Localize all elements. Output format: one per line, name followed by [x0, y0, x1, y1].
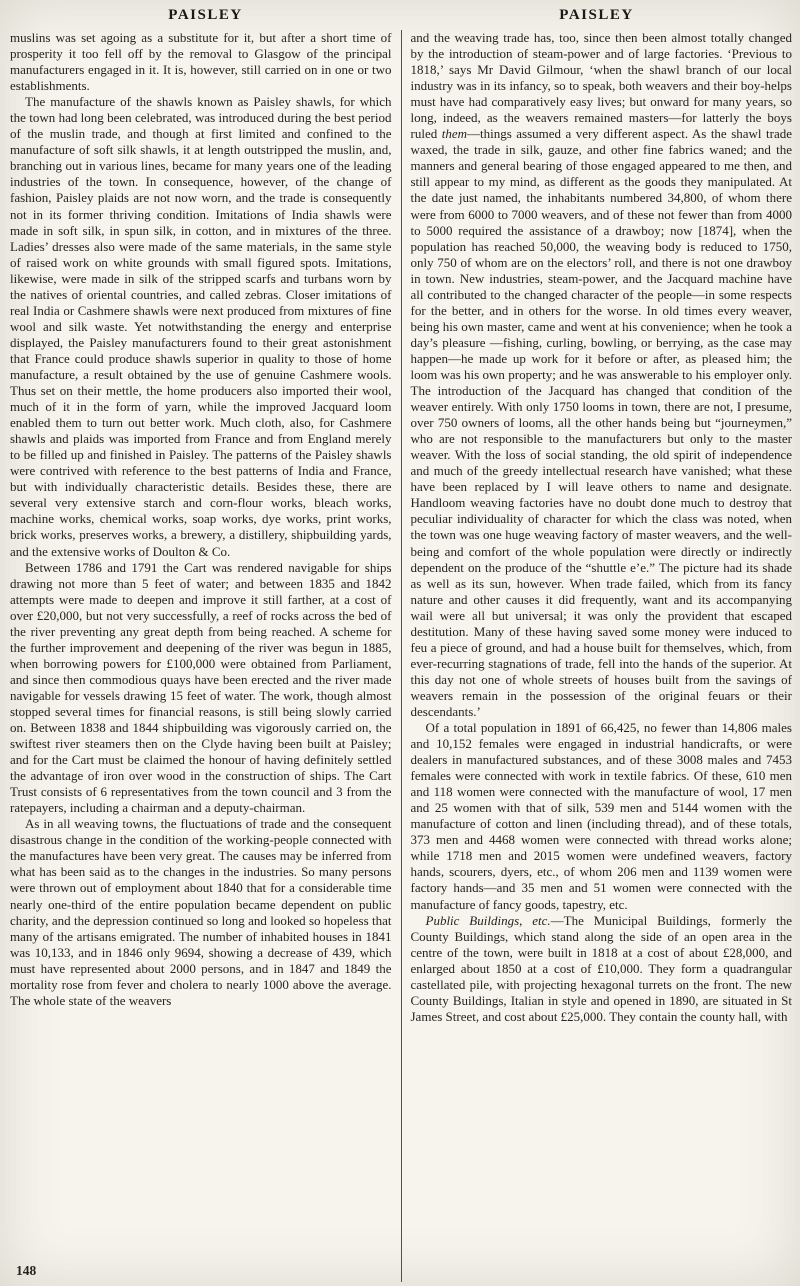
- body-text: The manufacture of the shawls known as Paisley shawls, for which the town had long been celebrated, was introduced during the best period of the muslin trade, and though at first limited and confined to the manufacture of soft silk shawls, it at length outstripped the muslin, and, branching out in various lines, became for many years one of the leading industries of the town. In consequence, however, of the change of fashion, Paisley plaids are not now worn, and the trade is consequently not in its former thriving condition. Imitations of India shawls were made in soft silk, in spun silk, in cotton, and in mixtures of the three. Ladies’ dresses also were made of the same materials, in the same style of raised work on white grounds with small figured spots. Imitations, likewise, were made in silk of the stripped scarfs and turbans worn by the natives of oriental countries, and called zebras. Closer imitations of real India or Cashmere shawls were next produced from mixtures of fine wool and silk waste. Yet notwithstanding the energy and enterprise displayed, the Paisley manufacturers found to their great astonishment that France could produce shawls superior in quality to those of home manufacture, a result obtained by the use of genuine Cashmere wools. Thus set on their mettle, the home producers also imported their wool, much of it in the form of yarn, while the improved Jacquard loom enabled them to turn out better work. Much cloth, also, for Cashmere shawls and plaids was imported from France and from England merely to be filled up and finished in Paisley. The patterns of the Paisley shawls were contrived with reference to the best patterns of India and France, but with individually characteristic details. Besides these, there are several very extensive starch and corn-flour works, bleach works, machine works, chemical works, soap works, dye works, print works, brick works, preserves works, a brewery, a distillery, shipbuilding yards, and the extensive works of Doulton & Co.: [10, 94, 392, 559]
- paragraph: [411, 720, 793, 913]
- paragraph: [411, 913, 793, 1025]
- body-text: —The Municipal Buildings, formerly the County Buildings, which stand along the side of an open area in the centre of the town, were built in 1818 at a cost of about £28,000, and enlarged about 1850 at a cost of £10,000. They form a quadrangular castellated pile, with projecting hexagonal turrets on the front. The new County Buildings, Italian in style and opened in 1890, are situated in St James Street, and cost about £25,000. They contain the county hall, with: [410, 912, 792, 1024]
- paragraph: [10, 94, 392, 559]
- body-text: muslins was set agoing as a substitute for it, but after a short time of prosperity it too fell off by the removal to Glasgow of the principal manufacturers engaged in it. It is, however, still carried on in one or two establishments.: [10, 30, 392, 94]
- paragraph: [10, 816, 392, 1009]
- page-number: 148: [16, 1263, 37, 1278]
- paragraph: [10, 30, 392, 94]
- right-column: [401, 30, 793, 1282]
- running-header-left: PAISLEY: [168, 7, 243, 23]
- body-text: —things assumed a very different aspect. As the shawl trade waxed, the trade in silk, gauze, and other fine fabrics waned; and the manners and general bearing of those engaged appeared to me then, and still appear to my mind, as different as the goods they manipulated. At the date just named, the inhabitants numbered 34,800, of whom there were from 6000 to 7000 weavers, and of these not fewer than from 4000 to 5000 required the assistance of a drawboy; now [1874], when the population has reached 50,000, the weaving body is reduced to 1750, only 750 of whom are on the electors’ roll, and there is not one drawboy in town. New industries, steam-power, and the Jacquard machine have all contributed to the changed character of the people—in some respects for the better, and in others for the worse. In old times every weaver, being his own master, came and went at his convenience; when he took a day’s pleasure —fishing, curling, bowling, or berrying, as the case may happen—he made up work for it before or after, as pleased him; the loom was his own property; and he was answerable to his employer only. The introduction of the Jacquard has changed that condition of the weaver entirely. With only 1750 looms in town, there are not, I presume, over 750 owners of looms, all the other hands being but “journeymen,” who are not responsible to the manufacturers but only to the master weaver. With the loss of social standing, the old spirit of independence and much of the greedy intellectual research have vanished; what these have been replaced by I will leave others to name and designate. Handloom weaving factories have no doubt done much to destroy that peculiar individuality of character for which the class was noted, when the town was one huge weaving factory of master weavers, and the well-being and comfort of the whole population were directly or indirectly dependent on the produce of the “shuttle e’e.” The picture had its shade as well as its sun, however. When trade failed, which from its fancy nature and other causes it did frequently, want and its accompanying wail were all but universal; it was only the provident that escaped destitution. Many of these having saved some money were induced to feu a piece of ground, and had a house built for themselves, which, from ever-recurring stagnations of trade, fell into the hands of the superior. At this day not one of whole streets of houses built from the savings of weavers remain in the possession of the original feuars or their descendants.’: [410, 126, 792, 719]
- body-text: Of a total population in 1891 of 66,425, no fewer than 14,806 males and 10,152 females were engaged in industrial handicrafts, or were dealers in manufactured substances, and of these 3008 males and 7453 females were connected with work in textile fabrics. Of these, 610 men and 118 women were connected with the manufacture of wool, 17 men and 25 women with that of silk, 539 men and 5144 women with the manufacture of cotton and linen (including thread), and of these totals, 373 men and 4468 women were connected with thread works alone; while 1718 men and 2015 women were undefined weavers, factory hands, scourers, dyers, etc., of whom 206 men and 1139 women were factory hands—and 35 men and 51 women were connected with the manufacture of fancy goods, tapestry, etc.: [410, 720, 792, 912]
- left-column: [10, 30, 401, 1282]
- italic-text: Public Buildings, etc.: [425, 912, 551, 928]
- text-columns: [10, 30, 792, 1282]
- body-text: As in all weaving towns, the fluctuations of trade and the consequent disastrous change in the condition of the working-people connected with the manufactures have been very great. The causes may be inferred from what has been said as to the changes in the industries. So many persons were thrown out of employment about 1840 that for a considerable time nearly one-third of the entire population became dependent on public charity, and the depression continued so long and looked so hopeless that many of the artisans emigrated. The number of inhabited houses in 1841 was 10,133, and in 1846 only 9694, showing a decrease of 439, which must have represented about 2000 persons, and in 1847 and 1849 the mortality rose from fever and cholera to nearly 1000 above the average. The whole state of the weavers: [10, 816, 392, 1008]
- italic-text: them: [441, 126, 467, 142]
- paragraph: [10, 560, 392, 817]
- body-text: and the weaving trade has, too, since then been almost totally changed by the introduction of steam-power and of large factories. ‘Previous to 1818,’ says Mr David Gilmour, ‘when the shawl branch of our local industry was in its infancy, so to speak, both weavers and their boy-helps must have had comparatively easy lives; but onward for many years, so long, indeed, as the weavers remained masters—for latterly the boys ruled: [410, 30, 792, 142]
- running-header-right: PAISLEY: [559, 7, 634, 23]
- running-header: [10, 7, 792, 24]
- paragraph: [411, 30, 793, 720]
- body-text: Between 1786 and 1791 the Cart was rendered navigable for ships drawing not more than 5 feet of water; and between 1835 and 1842 attempts were made to deepen and improve it still farther, at a cost of over £20,000, but not very successfully, a reef of rocks across the bed of the river preventing any great depth from being reached. A scheme for the further improvement and deepening of the river was begun in 1885, when borrowing powers for £100,000 were obtained from Parliament, and since then commodious quays have been erected and the river made navigable for vessels drawing 15 feet of water. The work, though almost stopped several times for financial reasons, is still being slowly carried on. Between 1838 and 1844 shipbuilding was vigorously carried on, the swiftest river steamers then on the Clyde having been built at Paisley; and for the Cart must be claimed the honour of having definitely settled the advantage of iron over wood in the construction of ships. The Cart Trust consists of 6 representatives from the town council and 3 from the ratepayers, including a chairman and a deputy-chairman.: [10, 559, 392, 816]
